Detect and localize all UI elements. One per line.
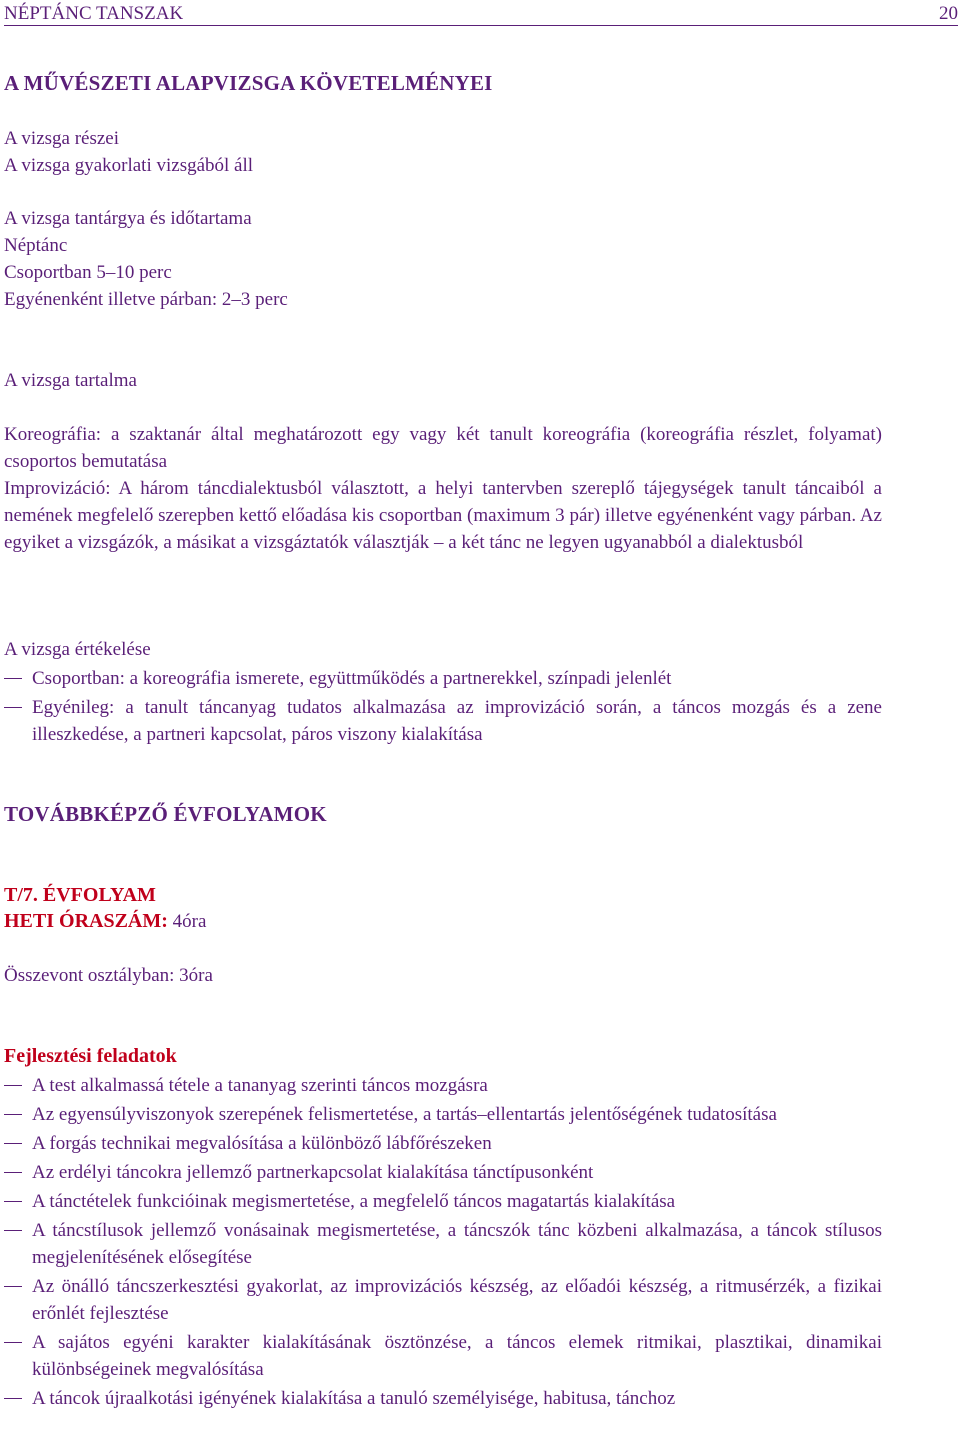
dash-icon [4,1143,22,1144]
content-paragraph-choreography: Koreográfia: a szaktanár által meghatározott egy vagy két tanult koreográfia (koreográfia részlet, folyamat) csoportos bemutatása [4,424,882,472]
page-header [4,3,958,26]
dash-icon [4,707,22,708]
combined-class-hours: Összevont osztályban: 3óra [4,965,213,986]
list-item: A tánctételek funkcióinak megismertetése, a megfelelő táncos magatartás kialakítása [4,1188,882,1215]
dash-icon [4,1342,22,1343]
weekly-hours-label: HETI ÓRASZÁM: [4,910,168,932]
content-heading: A vizsga tartalma [4,370,137,391]
subjects-line-1: A vizsga tantárgya és időtartama [4,208,252,229]
dash-icon [4,1172,22,1173]
subjects-line-4: Egyénenként illetve párban: 2–3 perc [4,289,288,310]
tasks-list [4,1072,882,1414]
list-item: Az erdélyi táncokra jellemző partnerkapcsolat kialakítása tánctípusonként [4,1159,882,1186]
list-item: Az egyensúlyviszonyok szerepének felismertetése, a tartás–ellentartás jelentőségének tudatosítása [4,1101,882,1128]
subjects-line-2: Néptánc [4,235,68,256]
subjects-line-3: Csoportban 5–10 perc [4,262,172,283]
dash-icon [4,678,22,679]
evaluation-list [4,665,882,750]
list-item: A táncok újraalkotási igényének kialakítása a tanuló személyisége, habitusa, tánchoz [4,1385,882,1412]
weekly-hours-value: 4óra [167,911,207,932]
grade-title: T/7. ÉVFOLYAM [4,884,156,906]
parts-line-1: A vizsga részei [4,128,120,149]
parts-line-2: A vizsga gyakorlati vizsgából áll [4,155,254,176]
page-number: 20 [939,3,958,24]
dash-icon [4,1114,22,1115]
list-item: Csoportban: a koreográfia ismerete, együttműködés a partnerekkel, színpadi jelenlét [4,665,882,692]
dash-icon [4,1201,22,1202]
tasks-heading: Fejlesztési feladatok [4,1045,177,1067]
list-item: A forgás technikai megvalósítása a különböző lábfőrészeken [4,1130,882,1157]
dash-icon [4,1085,22,1086]
list-item: Egyénileg: a tanult táncanyag tudatos alkalmazása az improvizáció során, a táncos mozgás és a zene illeszkedése, a partneri kapcsolat, páros viszony kialakítása [4,694,882,748]
section-title: TOVÁBBKÉPZŐ ÉVFOLYAMOK [4,802,327,826]
list-item: Az önálló táncszerkesztési gyakorlat, az improvizációs készség, az előadói készség, a ritmusérzék, a fizikai erőnlét fejlesztése [4,1273,882,1327]
dash-icon [4,1286,22,1287]
list-item: A táncstílusok jellemző vonásainak megismertetése, a táncszók tánc közbeni alkalmazása, a táncok stílusos megjelenítésének elősegítése [4,1217,882,1271]
content-paragraph-improvisation: Improvizáció: A három táncdialektusból választott, a helyi tantervben szereplő tájegységek tanult táncaiból a nemének megfelelő szerepben kettő előadása kis csoportban (maximum 3 pár) illetve egyénenként vagy párban. Az egyiket a vizsgázók, a másikat a vizsgáztatók választják – a két tánc ne legyen ugyanabból a dialektusból [4,478,882,553]
weekly-hours [4,908,206,935]
list-item: A test alkalmassá tétele a tananyag szerinti táncos mozgásra [4,1072,882,1099]
dash-icon [4,1398,22,1399]
main-title: A MŰVÉSZETI ALAPVIZSGA KÖVETELMÉNYEI [4,71,493,95]
header-title: NÉPTÁNC TANSZAK [4,3,184,24]
dash-icon [4,1230,22,1231]
list-item: A sajátos egyéni karakter kialakításának ösztönzése, a táncos elemek ritmikai, plasztikai, dinamikai különbségeinek megvalósítása [4,1329,882,1383]
evaluation-heading: A vizsga értékelése [4,639,151,660]
